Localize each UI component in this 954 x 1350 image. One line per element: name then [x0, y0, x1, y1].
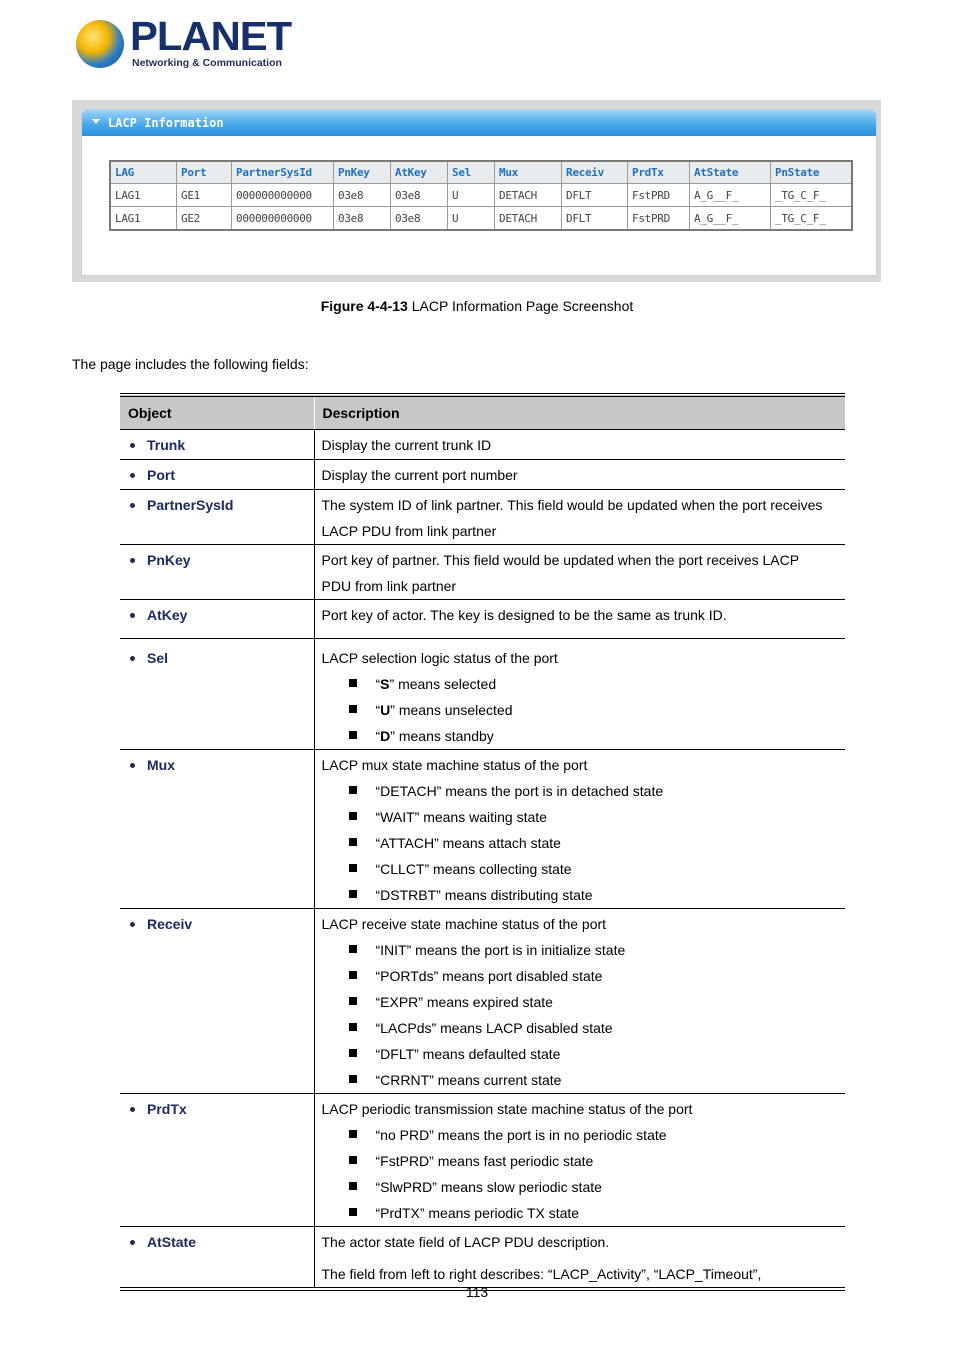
description-cell [314, 1227, 845, 1290]
description-line: LACP PDU from link partner [321, 523, 497, 539]
bullet-icon [130, 1240, 135, 1245]
square-bullet-icon [349, 731, 357, 739]
cell: _TG_C_F_ [771, 207, 853, 231]
object-name: PnKey [147, 552, 191, 568]
square-bullet-icon [349, 679, 357, 687]
sub-item-text: “CRRNT” means current state [375, 1072, 562, 1088]
cell: 000000000000 [232, 184, 334, 207]
description-cell [314, 639, 845, 750]
col-header: PnKey [334, 161, 391, 184]
cell: A_G__F_ [690, 184, 771, 207]
description-line: The system ID of link partner. This field would be updated when the port receives [321, 497, 823, 513]
sub-item-code: S [380, 676, 390, 692]
col-header: AtState [690, 161, 771, 184]
object-name: Trunk [147, 437, 186, 453]
sub-item-text: “PORTds” means port disabled state [375, 968, 603, 984]
col-header: Port [177, 161, 232, 184]
globe-icon [76, 20, 124, 68]
logo-wordmark: PLANET [130, 13, 292, 59]
square-bullet-icon [349, 945, 357, 953]
object-cell [120, 490, 314, 545]
bullet-icon [130, 656, 135, 661]
figure-caption-text: LACP Information Page Screenshot [407, 298, 634, 314]
object-cell [120, 430, 314, 460]
table-row [120, 430, 845, 460]
description-line: LACP selection logic status of the port [321, 650, 558, 666]
object-name: AtState [147, 1234, 197, 1250]
cell: 03e8 [334, 207, 391, 231]
object-name: Receiv [147, 916, 193, 932]
sub-item [322, 778, 844, 804]
square-bullet-icon [349, 1075, 357, 1083]
object-name: Sel [147, 650, 169, 666]
sub-item [322, 723, 844, 749]
page-number: 113 [465, 1284, 489, 1300]
col-header: Sel [448, 161, 495, 184]
sub-item-text: “DSTRBT” means distributing state [375, 887, 593, 903]
object-name: PartnerSysId [147, 497, 234, 513]
figure-caption [0, 298, 954, 314]
description-cell [314, 750, 845, 909]
sub-item-text: “FstPRD” means fast periodic state [375, 1153, 594, 1169]
fields-header-row [120, 395, 845, 430]
sub-item-text: “ [375, 728, 381, 744]
description-line: Display the current port number [321, 467, 518, 483]
table-row [110, 184, 852, 207]
table-row [120, 1227, 845, 1290]
cell: 03e8 [391, 184, 448, 207]
sub-item [322, 830, 844, 856]
sub-item [322, 856, 844, 882]
object-name: Port [147, 467, 175, 483]
sub-item-text: “DETACH” means the port is in detached state [375, 783, 664, 799]
col-header: PrdTx [628, 161, 690, 184]
description-cell [314, 490, 845, 545]
object-cell [120, 460, 314, 490]
description-cell [314, 909, 845, 1094]
table-row [120, 600, 845, 639]
sub-item-text: ” means selected [389, 676, 497, 692]
lacp-table [109, 160, 853, 231]
description-cell [314, 430, 845, 460]
col-header: PartnerSysId [232, 161, 334, 184]
sub-item [322, 882, 844, 908]
table-row [120, 909, 845, 1094]
square-bullet-icon [349, 1049, 357, 1057]
bullet-icon [130, 443, 135, 448]
cell: _TG_C_F_ [771, 184, 853, 207]
sub-item [322, 1174, 844, 1200]
sub-item [322, 1041, 844, 1067]
description-line: The actor state field of LACP PDU description. [321, 1234, 610, 1250]
object-cell [120, 545, 314, 600]
square-bullet-icon [349, 997, 357, 1005]
table-row [110, 207, 852, 231]
sub-item-code: D [380, 728, 391, 744]
description-line: LACP periodic transmission state machine status of the port [321, 1101, 693, 1117]
table-row [120, 490, 845, 545]
cell: FstPRD [628, 184, 690, 207]
object-name: PrdTx [147, 1101, 187, 1117]
sub-item-text: “LACPds” means LACP disabled state [375, 1020, 613, 1036]
logo-tagline: Networking & Communication [132, 57, 282, 69]
bullet-icon [130, 613, 135, 618]
sub-item [322, 697, 844, 723]
square-bullet-icon [349, 838, 357, 846]
description-cell [314, 600, 845, 639]
square-bullet-icon [349, 1182, 357, 1190]
square-bullet-icon [349, 890, 357, 898]
object-cell [120, 1094, 314, 1227]
header-object: Object [120, 395, 314, 430]
sub-item-text: “PrdTX” means periodic TX state [375, 1205, 580, 1221]
sub-item [322, 804, 844, 830]
cell: 03e8 [391, 207, 448, 231]
object-name: Mux [147, 757, 175, 773]
object-cell [120, 750, 314, 909]
bullet-icon [130, 763, 135, 768]
cell: FstPRD [628, 207, 690, 231]
col-header: LAG [110, 161, 177, 184]
sub-item-text: “CLLCT” means collecting state [375, 861, 572, 877]
square-bullet-icon [349, 971, 357, 979]
description-line: LACP mux state machine status of the port [321, 757, 588, 773]
fields-table [120, 393, 845, 1291]
cell: U [448, 207, 495, 231]
cell: 000000000000 [232, 207, 334, 231]
sub-item [322, 1200, 844, 1226]
sub-item [322, 1122, 844, 1148]
cell: GE1 [177, 184, 232, 207]
sub-item [322, 963, 844, 989]
sub-item-text: “WAIT” means waiting state [375, 809, 547, 825]
table-row [120, 750, 845, 909]
bullet-icon [130, 922, 135, 927]
cell: U [448, 184, 495, 207]
figure-number: Figure 4-4-13 [320, 298, 408, 314]
header-description: Description [314, 395, 845, 430]
intro-text: The page includes the following fields: [72, 356, 309, 372]
cell: DETACH [495, 184, 562, 207]
cell: GE2 [177, 207, 232, 231]
object-cell [120, 600, 314, 639]
sub-item [322, 1015, 844, 1041]
cell: DFLT [562, 184, 628, 207]
sub-item-text: “no PRD” means the port is in no periodic state [375, 1127, 667, 1143]
sub-item-text: ” means unselected [390, 702, 513, 718]
sub-item-text: “EXPR” means expired state [375, 994, 553, 1010]
sub-item-text: “ [375, 676, 381, 692]
panel-title: LACP Information [108, 116, 224, 130]
sub-item [322, 1067, 844, 1093]
sub-item-text: “INIT” means the port is in initialize state [375, 942, 626, 958]
table-row [120, 639, 845, 750]
description-line: Display the current trunk ID [321, 437, 492, 453]
square-bullet-icon [349, 786, 357, 794]
object-name: AtKey [147, 607, 188, 623]
description-line: PDU from link partner [321, 578, 457, 594]
square-bullet-icon [349, 1208, 357, 1216]
panel-header[interactable] [82, 110, 876, 136]
object-cell [120, 639, 314, 750]
description-cell [314, 1094, 845, 1227]
cell: DFLT [562, 207, 628, 231]
cell: DETACH [495, 207, 562, 231]
square-bullet-icon [349, 1130, 357, 1138]
table-row [120, 545, 845, 600]
bullet-icon [130, 1107, 135, 1112]
description-cell [314, 545, 845, 600]
col-header: Mux [495, 161, 562, 184]
description-line: The field from left to right describes: “LACP_Activity”, “LACP_Timeout”, [321, 1266, 762, 1282]
table-row [120, 1094, 845, 1227]
sub-item-text: ” means standby [390, 728, 494, 744]
description-line: Port key of partner. This field would be updated when the port receives LACP [321, 552, 800, 568]
sub-item [322, 1148, 844, 1174]
cell: A_G__F_ [690, 207, 771, 231]
square-bullet-icon [349, 1156, 357, 1164]
sub-item-text: “ [375, 702, 381, 718]
lacp-header-row [110, 161, 852, 184]
cell: LAG1 [110, 207, 177, 231]
object-cell [120, 1227, 314, 1290]
sub-item-text: “ATTACH” means attach state [375, 835, 561, 851]
col-header: AtKey [391, 161, 448, 184]
square-bullet-icon [349, 864, 357, 872]
sub-item [322, 937, 844, 963]
cell: LAG1 [110, 184, 177, 207]
square-bullet-icon [349, 1023, 357, 1031]
collapse-arrow-icon[interactable] [92, 119, 100, 124]
description-line: LACP receive state machine status of the port [321, 916, 607, 932]
sub-item-text: “DFLT” means defaulted state [375, 1046, 561, 1062]
square-bullet-icon [349, 812, 357, 820]
lacp-screenshot-frame [72, 100, 881, 282]
col-header: PnState [771, 161, 853, 184]
sub-item [322, 671, 844, 697]
col-header: Receiv [562, 161, 628, 184]
planet-logo [76, 13, 292, 74]
lacp-information-panel [81, 109, 877, 276]
object-cell [120, 909, 314, 1094]
bullet-icon [130, 503, 135, 508]
description-cell [314, 460, 845, 490]
bullet-icon [130, 473, 135, 478]
sub-item [322, 989, 844, 1015]
table-row [120, 460, 845, 490]
bullet-icon [130, 558, 135, 563]
description-line: Port key of actor. The key is designed to be the same as trunk ID. [321, 607, 727, 623]
square-bullet-icon [349, 705, 357, 713]
sub-item-code: U [380, 702, 391, 718]
cell: 03e8 [334, 184, 391, 207]
sub-item-text: “SlwPRD” means slow periodic state [375, 1179, 602, 1195]
